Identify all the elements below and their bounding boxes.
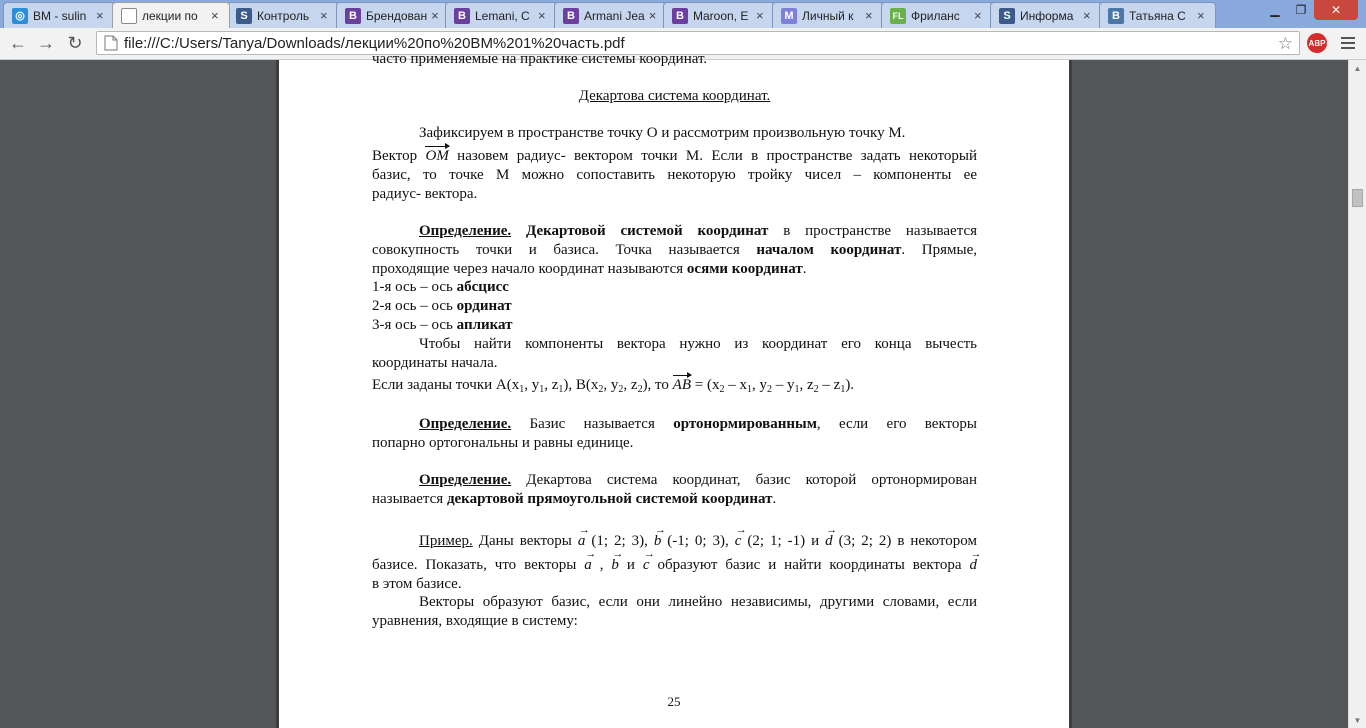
paragraph-4-line-2: уравнения, входящие в систему: [372, 613, 578, 629]
scroll-up-icon[interactable]: ▲ [1353, 63, 1362, 73]
arrow-left-icon: ← [9, 32, 27, 53]
close-window-button[interactable]: ✕ [1314, 0, 1358, 20]
formula-line: Если заданы точки $A(x_1$, $y_1$, $z_1$), $B(x_2$, $y_2$, $z_2$), то AB = ($x_2 - x_1$, $y_2 - y_1$, $z_2 - z_1$). [372, 377, 855, 395]
vector-a: → a [578, 532, 586, 551]
browser-tab[interactable] [336, 2, 448, 28]
tab-label: Armani Jea [584, 8, 645, 23]
paragraph-2-line-2: базис, то точке М можно сопоставить некоторую тройку чисел – компоненты ее [372, 167, 977, 183]
vector-c: → c [735, 532, 742, 551]
b-icon: B [454, 8, 470, 24]
s-icon: S [999, 8, 1015, 24]
reload-button[interactable] [63, 32, 87, 54]
tab-label: Информа [1020, 8, 1074, 23]
adblock-plus-icon[interactable]: ABP [1307, 33, 1327, 53]
definition-1-line-2: совокупность точки и базиса. Точка называется началом координат. Прямые, [372, 242, 977, 258]
vector-b: → b [654, 532, 662, 551]
tab-label: ВМ - sulin [33, 8, 87, 23]
arrow-right-icon: → [37, 32, 55, 53]
maximize-button[interactable]: ❐ [1295, 3, 1307, 17]
close-tab-icon[interactable]: × [756, 8, 764, 23]
browser-tab[interactable] [112, 2, 230, 28]
close-tab-icon[interactable]: × [1083, 8, 1091, 23]
minimize-button[interactable]: ▁ [1270, 3, 1280, 17]
tab-label: Фриланс [911, 8, 960, 23]
vector-om: OM [425, 148, 449, 164]
close-tab-icon[interactable]: × [865, 8, 873, 23]
vertical-scrollbar[interactable] [1348, 60, 1366, 728]
browser-tab[interactable] [1099, 2, 1216, 28]
tab-label: Lemani, С [475, 8, 530, 23]
axis-3: 3-я ось – ось апликат [372, 317, 513, 333]
tab-label: Татьяна С [1129, 8, 1186, 23]
close-tab-icon[interactable]: × [96, 8, 104, 23]
chrome-menu-icon[interactable] [1339, 34, 1357, 52]
paragraph-1: Зафиксируем в пространстве точку О и рассмотрим произвольную точку М. [419, 125, 906, 141]
browser-tab[interactable] [554, 2, 666, 28]
paragraph-3-line-2: координаты начала. [372, 355, 498, 371]
forward-button[interactable] [34, 32, 58, 54]
cut-off-line: часто применяемые на практике системы координат. [372, 51, 708, 67]
example-line-2: базисе. Показать, что векторы → a , → b и → c образуют базис и найти координаты вектора → d [372, 556, 977, 575]
paragraph-3-line-1: Чтобы найти компоненты вектора нужно из координат его конца вычесть [419, 336, 977, 352]
close-tab-icon[interactable]: × [648, 8, 657, 23]
vector-d: → d [825, 532, 833, 551]
browser-tab[interactable] [772, 2, 884, 28]
section-heading: Декартова система координат. [578, 88, 771, 104]
page-number: 25 [667, 694, 681, 709]
paragraph-4-line-1: Векторы образуют базис, если они линейно независимы, другими словами, если [419, 594, 977, 610]
s-icon: S [236, 8, 252, 24]
close-tab-icon[interactable]: × [320, 8, 328, 23]
example-line-1: Пример. Даны векторы → a (1; 2; 3), → b (-1; 0; 3), → c (2; 1; -1) и → d (3; 2; 2) в некотором [372, 532, 977, 551]
browser-tab[interactable] [881, 2, 993, 28]
b-icon: B [345, 8, 361, 24]
example-line-3: в этом базисе. [372, 576, 462, 592]
tab-label: Брендован [366, 8, 428, 23]
b-icon: B [672, 8, 688, 24]
browser-tab[interactable] [227, 2, 339, 28]
pdf-page [279, 51, 1069, 728]
pdf-viewer [0, 51, 1366, 728]
browser-tab[interactable] [445, 2, 557, 28]
vector-ab: AB [672, 377, 691, 393]
vk-icon: B [1108, 8, 1124, 24]
close-tab-icon[interactable]: × [974, 8, 982, 23]
definition-2-line-2: попарно ортогональны и равны единице. [372, 435, 634, 451]
b-icon: B [563, 8, 579, 24]
tab-label: Контроль [257, 8, 310, 23]
tab-strip [0, 0, 1366, 28]
definition-2-line-1: Определение. Базис называется ортонормированным, если его векторы [419, 416, 977, 432]
chrome-app-icon: ◎ [12, 8, 28, 24]
scrollbar-thumb[interactable] [1352, 189, 1363, 207]
axis-2: 2-я ось – ось ординат [372, 298, 512, 314]
bookmark-star-icon[interactable]: ☆ [1277, 34, 1293, 53]
axis-1: 1-я ось – ось абсцисс [372, 279, 509, 295]
close-tab-icon[interactable]: × [211, 8, 219, 23]
m-icon: M [781, 8, 797, 24]
tab-label: Личный к [802, 8, 854, 23]
reload-icon: ↻ [67, 32, 83, 53]
back-button[interactable] [6, 32, 30, 54]
browser-tab[interactable] [3, 2, 115, 28]
close-tab-icon[interactable]: × [538, 8, 546, 23]
close-tab-icon[interactable]: × [1197, 8, 1205, 23]
tab-label: лекции по [142, 8, 198, 23]
definition-3-line-1: Определение. Декартова система координат, базис которой ортонормирован [419, 472, 977, 488]
paragraph-2-line-3: радиус- вектора. [372, 186, 478, 202]
definition-1-line-3: проходящие через начало координат называются осями координат. [372, 261, 807, 277]
close-tab-icon[interactable]: × [431, 8, 439, 23]
browser-tab[interactable] [663, 2, 775, 28]
fl-icon: FL [890, 8, 906, 24]
page-icon [104, 35, 118, 51]
scroll-down-icon[interactable]: ▼ [1353, 715, 1362, 725]
definition-1-line-1: Определение. Декартовой системой координат в пространстве называется [419, 223, 978, 239]
paragraph-2-line-1: Вектор OM назовем радиус- вектором точки М. Если в пространстве задать некоторый [372, 148, 977, 164]
page-icon [121, 8, 137, 24]
definition-3-line-2: называется декартовой прямоугольной системой координат. [372, 491, 777, 507]
browser-tab[interactable] [990, 2, 1102, 28]
tab-label: Maroon, E [693, 8, 749, 23]
